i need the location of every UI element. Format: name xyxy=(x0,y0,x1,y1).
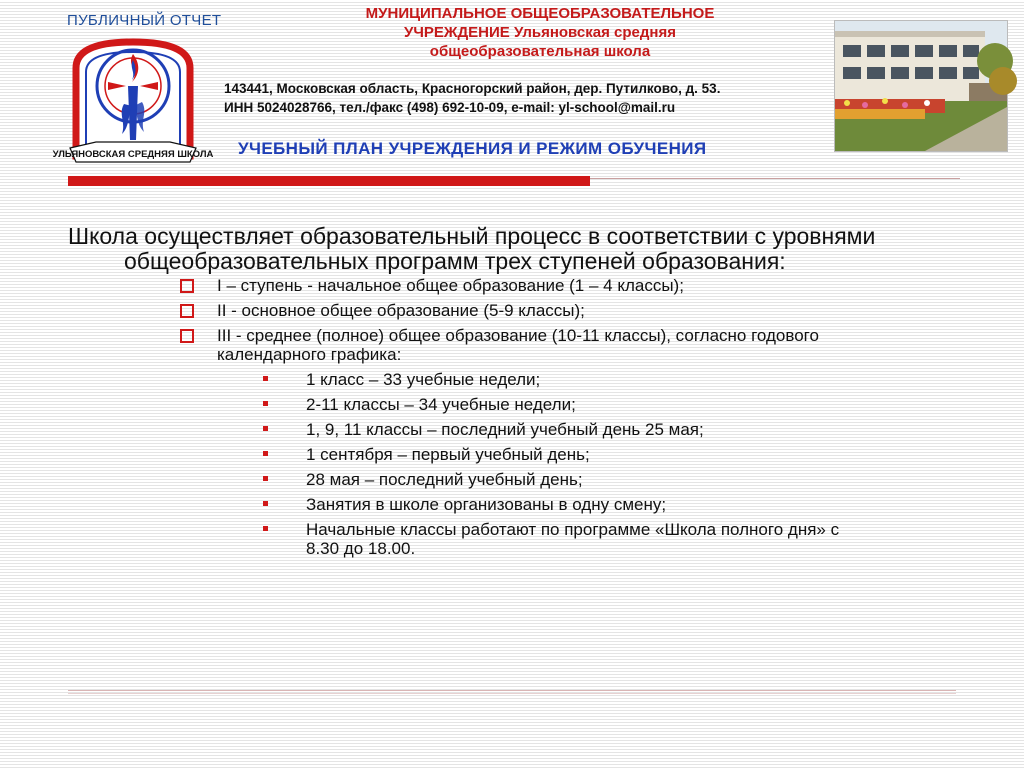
square-bullet-icon xyxy=(263,476,268,481)
emblem-ribbon-text: УЛЬЯНОВСКАЯ СРЕДНЯЯ ШКОЛА xyxy=(52,149,214,160)
address-line-1: 143441, Московская область, Красногорский район, дер. Путилково, д. 53. xyxy=(224,81,721,96)
fact-text: Занятия в школе организованы в одну смену; xyxy=(306,495,667,514)
level-1-text: I – ступень - начальное общее образование (1 – 4 классы); xyxy=(217,276,684,295)
level-2-text: II - основное общее образование (5-9 классы); xyxy=(217,301,585,320)
square-bullet-icon xyxy=(263,451,268,456)
red-divider-bar xyxy=(68,176,590,186)
education-levels-list xyxy=(68,276,968,364)
square-bullet-icon xyxy=(263,401,268,406)
list-item-fact xyxy=(262,420,846,439)
level-3-text: III - среднее (полное) общее образование (10-11 классы), согласно годового календарного графика: xyxy=(217,326,819,364)
bottom-divider-line xyxy=(68,690,956,691)
fact-text: 1 сентября – первый учебный день; xyxy=(306,445,590,464)
schedule-facts-list xyxy=(68,370,968,558)
list-item-fact xyxy=(262,445,846,464)
thin-divider-line xyxy=(590,178,960,179)
list-item-fact xyxy=(262,520,846,558)
list-item-fact xyxy=(262,470,846,489)
square-bullet-icon xyxy=(263,376,268,381)
fact-text: 1, 9, 11 классы – последний учебный день 25 мая; xyxy=(306,420,704,439)
hollow-square-bullet-icon xyxy=(180,304,194,318)
fact-text: 1 класс – 33 учебные недели; xyxy=(306,370,541,389)
fact-text: Начальные классы работают по программе «Школа полного дня» с 8.30 до 18.00. xyxy=(306,520,840,558)
list-item-fact xyxy=(262,395,846,414)
list-item-fact xyxy=(262,370,846,389)
intro-paragraph: Школа осуществляет образовательный процесс в соответствии с уровнями общеобразовательных программ трех ступеней образования: xyxy=(68,223,876,274)
org-name-line-2: УЧРЕЖДЕНИЕ Ульяновская средняя xyxy=(404,24,676,41)
square-bullet-icon xyxy=(263,426,268,431)
address-line-2: ИНН 5024028766, тел./факс (498) 692-10-09, e-mail: yl-school@mail.ru xyxy=(224,100,676,115)
fact-text: 2-11 классы – 34 учебные недели; xyxy=(306,395,576,414)
org-name-line-3: общеобразовательная школа xyxy=(429,43,651,60)
fact-text: 28 мая – последний учебный день; xyxy=(306,470,583,489)
org-name-line-1: МУНИЦИПАЛЬНОЕ ОБЩЕОБРАЗОВАТЕЛЬНОЕ xyxy=(365,5,715,22)
list-item-level-1 xyxy=(180,276,857,295)
school-building-photo xyxy=(834,20,1008,152)
report-label: ПУБЛИЧНЫЙ ОТЧЕТ xyxy=(67,12,222,29)
list-item-level-2 xyxy=(180,301,857,320)
hollow-square-bullet-icon xyxy=(180,329,194,343)
square-bullet-icon xyxy=(263,526,268,531)
contact-address xyxy=(224,79,720,117)
organization-name xyxy=(300,4,780,61)
section-title: УЧЕБНЫЙ ПЛАН УЧРЕЖДЕНИЯ И РЕЖИМ ОБУЧЕНИЯ xyxy=(238,139,707,158)
main-content xyxy=(68,224,968,564)
list-item-level-3 xyxy=(180,326,857,364)
bottom-divider-line-secondary xyxy=(68,693,956,694)
school-emblem-logo xyxy=(52,36,214,168)
list-item-fact xyxy=(262,495,846,514)
hollow-square-bullet-icon xyxy=(180,279,194,293)
square-bullet-icon xyxy=(263,501,268,506)
